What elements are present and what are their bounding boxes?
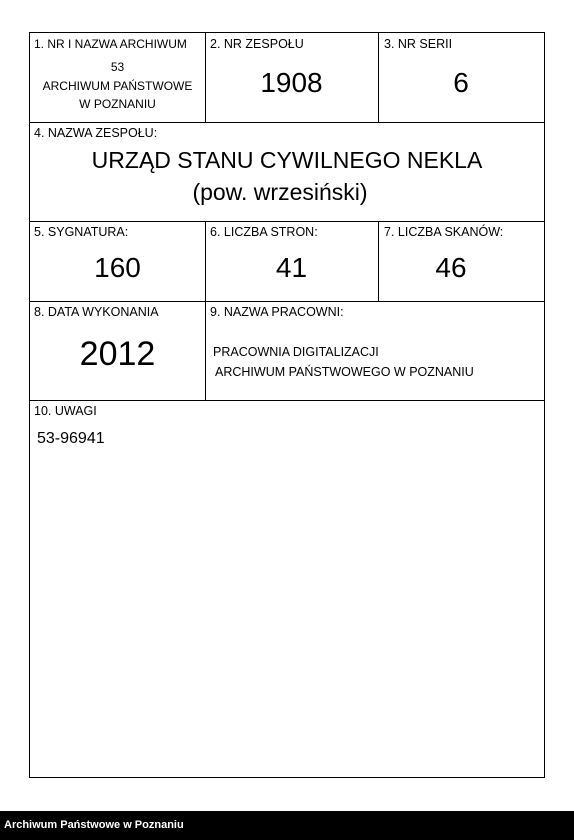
signature-value: 160 [94, 252, 141, 283]
fonds-number: 1908 [260, 67, 323, 98]
archive-number: 53 [110, 60, 125, 74]
field-5-label: 5. SYGNATURA: [34, 225, 129, 239]
archive-name-line2: W POZNANIU [79, 97, 156, 111]
row-divider-4 [30, 400, 544, 401]
workshop-name-line1: PRACOWNIA DIGITALIZACJI [213, 345, 379, 359]
field-9-label: 9. NAZWA PRACOWNI: [210, 305, 344, 319]
field-2-label: 2. NR ZESPOŁU [210, 37, 304, 51]
footer-bar [0, 811, 574, 840]
fonds-name-line1: URZĄD STANU CYWILNEGO NEKLA [91, 147, 483, 173]
field-8-label: 8. DATA WYKONANIA [34, 305, 159, 319]
field-10-label: 10. UWAGI [34, 404, 97, 418]
scan-count-value: 46 [435, 252, 467, 283]
row-divider-1 [30, 122, 544, 123]
field-4-label: 4. NAZWA ZESPOŁU: [34, 126, 158, 140]
row-divider-3 [30, 301, 544, 302]
archive-card [29, 32, 545, 778]
date-value: 2012 [79, 335, 156, 373]
page-count-value: 41 [275, 252, 308, 283]
col-divider-r4 [205, 301, 206, 400]
field-3-label: 3. NR SERII [384, 37, 453, 51]
field-6-label: 6. LICZBA STRON: [210, 225, 318, 239]
footer-text: Archiwum Państwowe w Poznaniu [4, 819, 184, 831]
field-1-label: 1. NR I NAZWA ARCHIWUM [34, 37, 187, 51]
series-number: 6 [453, 67, 469, 98]
fonds-name-line2: (pow. wrzesiński) [192, 179, 368, 205]
archive-name-line1: ARCHIWUM PAŃSTWOWE [42, 79, 193, 93]
remarks-value: 53-96941 [37, 430, 105, 447]
row-divider-2 [30, 221, 544, 222]
workshop-name-line2: ARCHIWUM PAŃSTWOWEGO W POZNANIU [215, 365, 474, 379]
field-7-label: 7. LICZBA SKANÓW: [384, 225, 504, 239]
